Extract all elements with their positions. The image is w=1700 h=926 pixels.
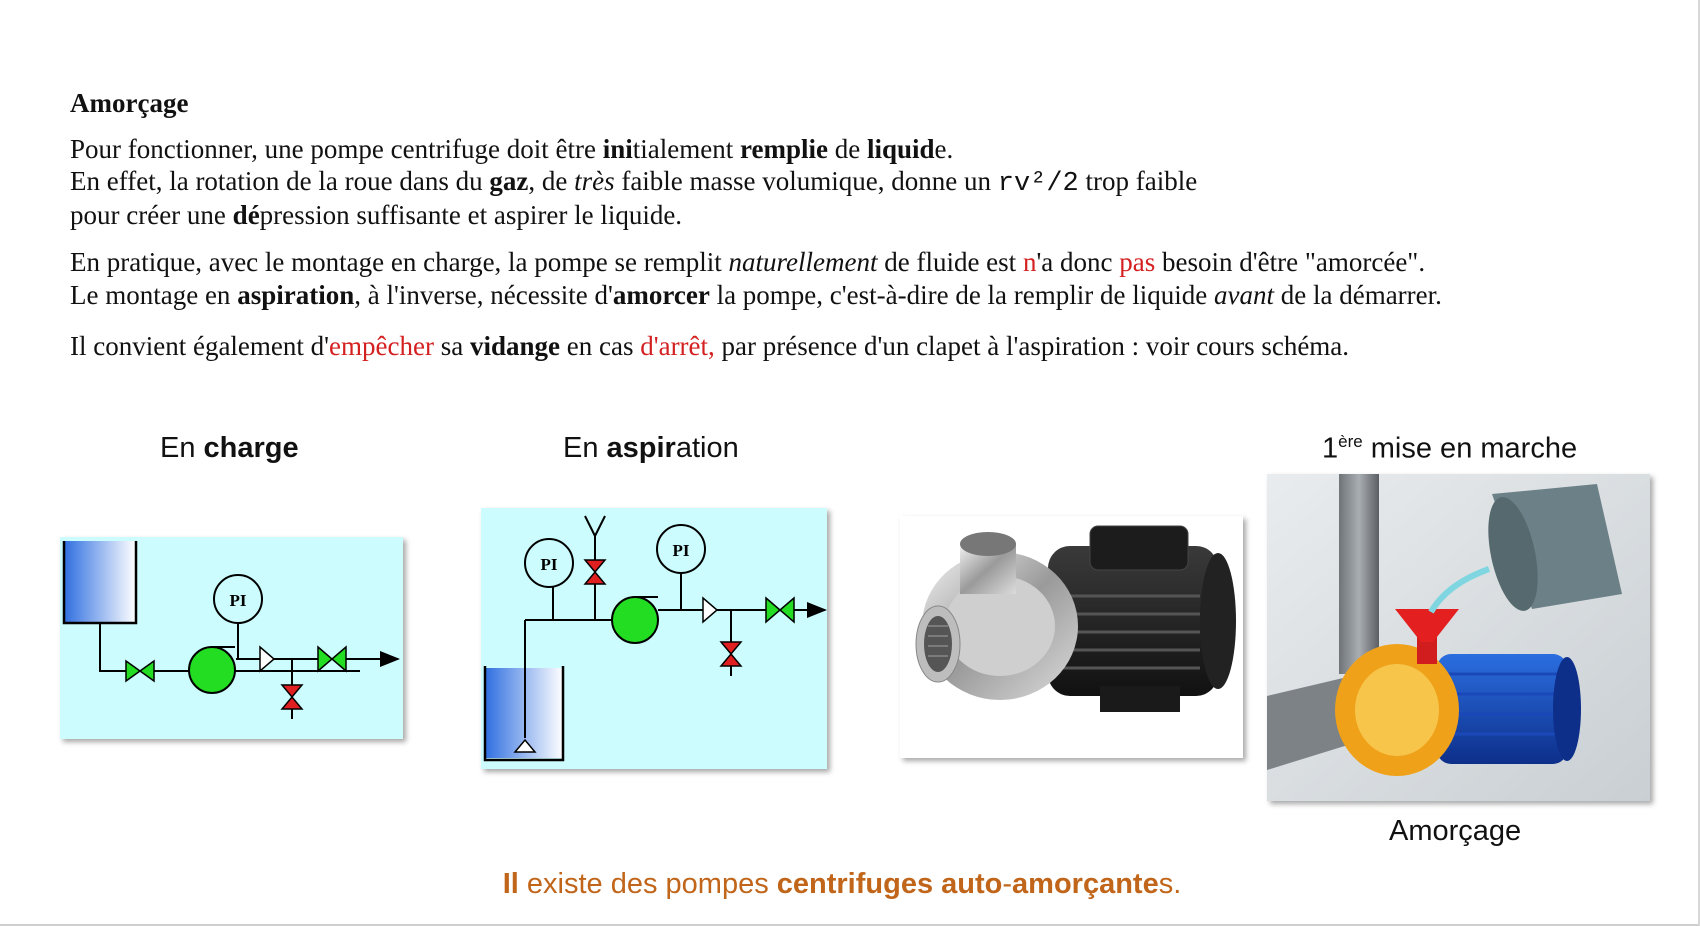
para1-line2: En effet, la rotation de la roue dans du gaz, de très faible masse volumique, donne un rv²/2 trop faible bbox=[70, 166, 1198, 199]
diagram-en-charge bbox=[60, 537, 403, 739]
pi-label-charge: PI bbox=[229, 591, 247, 610]
pressure-indicator-icon bbox=[214, 575, 262, 623]
para2-line2: Le montage en aspiration, à l'inverse, nécessite d'amorcer la pompe, c'est-à-dire de la remplir de liquide avant de la démarrer. bbox=[70, 280, 1442, 310]
pump-illustration bbox=[900, 516, 1243, 758]
caption-en-charge: En charge bbox=[160, 432, 299, 464]
footer-note: Il existe des pompes centrifuges auto-amorçantes. bbox=[502, 868, 1182, 900]
pump-icon bbox=[189, 647, 235, 693]
priming-scene bbox=[1267, 474, 1650, 801]
diagram-en-aspiration bbox=[481, 508, 827, 769]
pi-label-aspiration-1: PI bbox=[540, 555, 558, 574]
para1-line1: Pour fonctionner, une pompe centrifuge doit être initialement remplie de liquide. bbox=[70, 134, 954, 164]
section-heading: Amorçage bbox=[70, 88, 189, 118]
pump-photo bbox=[900, 516, 1243, 758]
pressure-indicator-icon bbox=[525, 539, 573, 587]
para2-line1: En pratique, avec le montage en charge, la pompe se remplit naturellement de fluide est n'a donc pas besoin d'être "amorcée". bbox=[70, 247, 1426, 277]
aspiration-schematic bbox=[481, 508, 827, 769]
pressure-indicator-icon bbox=[657, 525, 705, 573]
charge-schematic bbox=[60, 537, 403, 739]
caption-en-aspiration: En aspiration bbox=[563, 432, 739, 464]
pi-label-aspiration-2: PI bbox=[672, 541, 690, 560]
pump-icon bbox=[612, 597, 658, 643]
caption-first-start: 1ère mise en marche bbox=[1322, 432, 1578, 465]
para1-line3: pour créer une dépression suffisante et aspirer le liquide. bbox=[70, 200, 683, 230]
priming-illustration bbox=[1267, 474, 1650, 801]
caption-amorcage: Amorçage bbox=[1389, 815, 1522, 847]
para3-line: Il convient également d'empêcher sa vidange en cas d'arrêt, par présence d'un clapet à l'aspiration : voir cours schéma. bbox=[70, 331, 1350, 361]
tank-icon bbox=[64, 541, 136, 623]
